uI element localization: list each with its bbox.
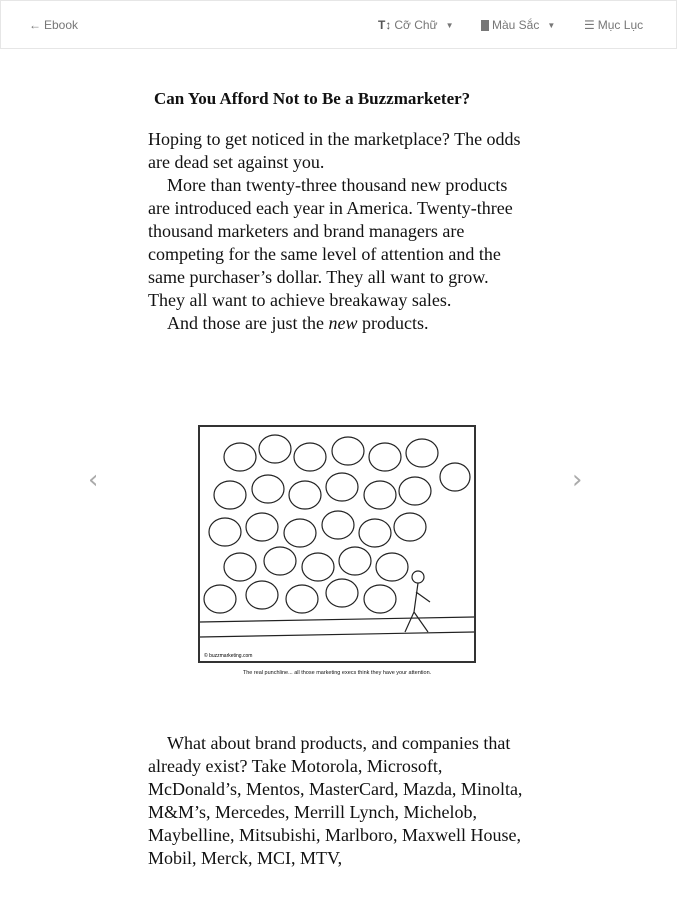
color-label: Màu Sắc bbox=[492, 18, 540, 32]
toc-label: Mục Lục bbox=[597, 18, 644, 32]
toc-button[interactable] bbox=[584, 18, 643, 32]
page-content bbox=[148, 88, 528, 335]
text-height-icon: T↕ bbox=[378, 18, 392, 32]
next-page-button[interactable]: › bbox=[572, 465, 583, 495]
list-icon: ☰ bbox=[584, 18, 595, 32]
paragraph bbox=[148, 312, 528, 335]
file-icon bbox=[481, 20, 489, 31]
font-size-label: Cỡ Chữ bbox=[394, 18, 438, 32]
emphasis: new bbox=[328, 313, 358, 333]
text: products. bbox=[357, 313, 429, 333]
caret-down-icon: ▼ bbox=[445, 20, 454, 30]
back-button[interactable] bbox=[29, 18, 78, 32]
figure-credit: © buzzmarketing.com bbox=[204, 653, 253, 659]
arrow-left-icon: ← bbox=[29, 18, 41, 32]
cartoon-drawing bbox=[200, 427, 474, 661]
page-content-continued bbox=[148, 732, 528, 870]
font-size-dropdown[interactable] bbox=[378, 18, 454, 32]
figure-caption: The real punchline... all those marketing execs think they have your attention. bbox=[242, 670, 432, 676]
paragraph: Hoping to get noticed in the marketplace? The odds are dead set against you. bbox=[148, 129, 521, 172]
paragraph: More than twenty-three thousand new products are introduced each year in America. Twenty-three thousand marketers and brand managers are competing for the same level of attention and the same purchaser’s dollar. They all want to grow. They all want to achieve breakaway sales. bbox=[148, 175, 513, 310]
paragraph: What about brand products, and companies that already exist? Take Motorola, Microsoft, McDonald’s, Mentos, MasterCard, Mazda, Minolta, M&M’s, Mercedes, Merrill Lynch, Michelob, Maybelline, Mitsubishi, Marlboro, Maxwell House, Mobil, Merck, MCI, MTV, bbox=[148, 733, 523, 868]
cartoon-image bbox=[198, 425, 476, 663]
chapter-title: Can You Afford Not to Be a Buzzmarketer? bbox=[154, 89, 471, 108]
top-toolbar bbox=[0, 0, 677, 49]
prev-page-button[interactable]: ‹ bbox=[88, 465, 99, 495]
text: And those are just the bbox=[167, 313, 329, 333]
back-label: Ebook bbox=[44, 18, 79, 32]
color-dropdown[interactable] bbox=[481, 18, 555, 32]
caret-down-icon: ▼ bbox=[547, 20, 556, 30]
